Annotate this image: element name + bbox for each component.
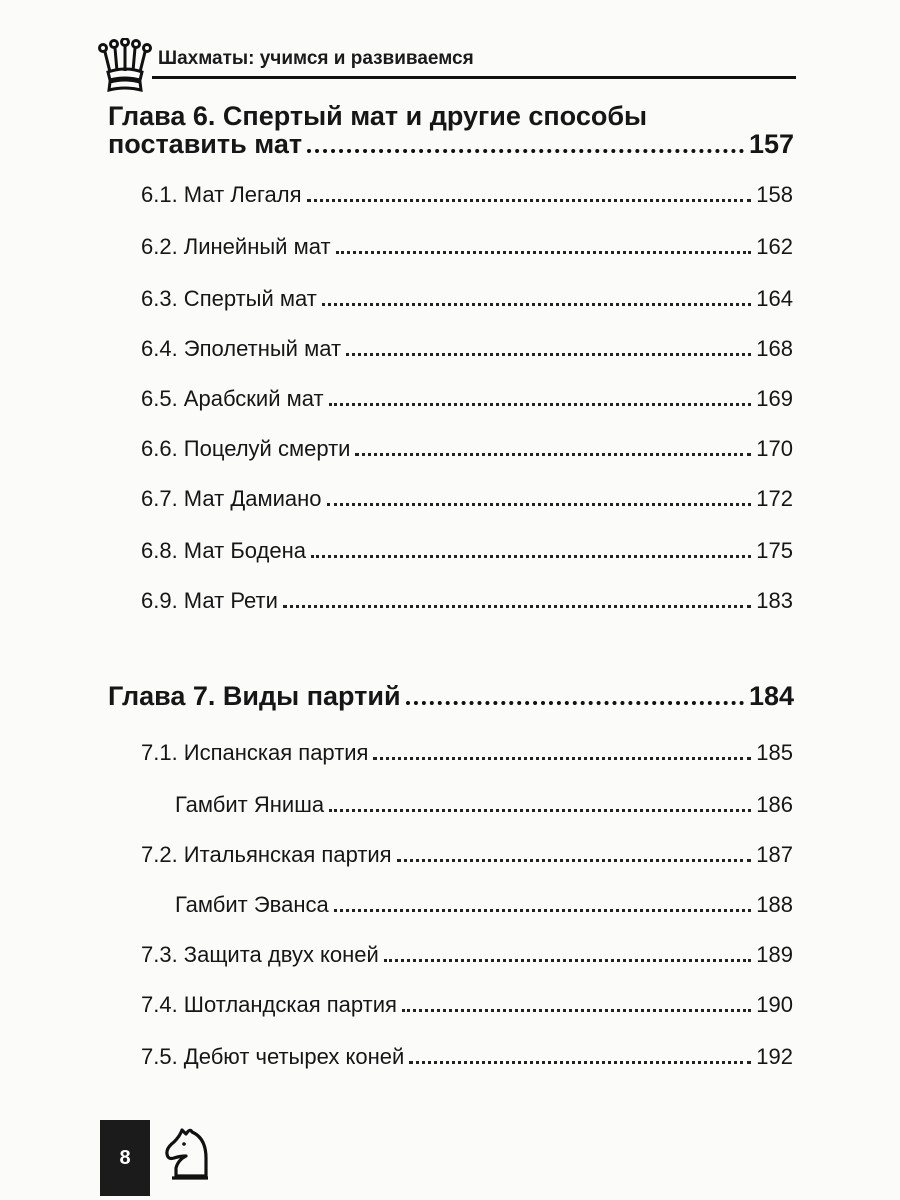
- toc-entry-title: 6.6. Поцелуй смерти: [141, 436, 351, 461]
- toc-subentry: [175, 786, 793, 818]
- toc-entry-title: 7.5. Дебют четырех коней: [141, 1044, 405, 1069]
- toc-entry-title: 6.5. Арабский мат: [141, 386, 324, 411]
- chapter-7-page: 184: [748, 681, 794, 711]
- toc-entry-page: 158: [756, 182, 793, 207]
- chapter-6-title-line2: поставить мат: [108, 129, 303, 159]
- toc-entry-page: 189: [756, 942, 793, 967]
- toc-entry: [141, 430, 793, 462]
- toc-entry: [141, 582, 793, 614]
- dot-leader: [397, 859, 752, 862]
- toc-entry-title: 6.9. Мат Рети: [141, 588, 278, 613]
- toc-entry-title: Гамбит Эванса: [175, 892, 329, 917]
- toc-entry: [141, 330, 793, 362]
- toc-entry: [141, 480, 793, 512]
- toc-entry-title: 6.8. Мат Бодена: [141, 538, 306, 563]
- toc-entry-title: 7.1. Испанская партия: [141, 740, 369, 765]
- toc-entry-title: 6.4. Эполетный мат: [141, 336, 342, 361]
- dot-leader: [329, 403, 752, 406]
- toc-subentry: [175, 886, 793, 918]
- chapter-7-title: Глава 7. Виды партий: [108, 681, 401, 711]
- page-number: 8: [119, 1146, 131, 1169]
- page-number-badge: [100, 1120, 150, 1196]
- toc-entry-page: 175: [756, 538, 793, 563]
- knight-icon: [162, 1124, 212, 1182]
- toc-entry: [141, 228, 793, 260]
- toc-entry-page: 164: [756, 286, 793, 311]
- toc-entry: [141, 280, 793, 312]
- toc-entry-page: 183: [756, 588, 793, 613]
- toc-entry-page: 185: [756, 740, 793, 765]
- chapter-7-row: [108, 680, 794, 712]
- dot-leader: [402, 1009, 751, 1012]
- toc-entry: [141, 380, 793, 412]
- dot-leader: [307, 199, 752, 202]
- dot-leader: [334, 909, 752, 912]
- toc-entry-title: Гамбит Яниша: [175, 792, 325, 817]
- dot-leader: [327, 503, 752, 506]
- toc-entry-title: 7.4. Шотландская партия: [141, 992, 397, 1017]
- book-title: Шахматы: учимся и развиваемся: [158, 48, 474, 69]
- dot-leader: [283, 605, 751, 608]
- toc-entry-title: 6.2. Линейный мат: [141, 234, 331, 259]
- dot-leader: [355, 453, 751, 456]
- chapter-6-title-line1: Глава 6. Спертый мат и другие способы: [108, 101, 648, 131]
- toc-entry-page: 168: [756, 336, 793, 361]
- dot-leader: [322, 303, 751, 306]
- toc-entry-page: 187: [756, 842, 793, 867]
- dot-leader: [346, 353, 751, 356]
- crown-icon: [96, 38, 154, 96]
- toc-entry-title: 6.3. Спертый мат: [141, 286, 317, 311]
- toc-entry: [141, 836, 793, 868]
- dot-leader: [336, 251, 752, 254]
- toc-entry: [141, 1038, 793, 1070]
- toc-entry-page: 169: [756, 386, 793, 411]
- dot-leader: [406, 701, 744, 705]
- chapter-6-row: [108, 128, 794, 160]
- toc-entry: [141, 734, 793, 766]
- toc-entry: [141, 532, 793, 564]
- dot-leader: [311, 555, 751, 558]
- toc-entry-page: 162: [756, 234, 793, 259]
- dot-leader: [329, 809, 751, 812]
- toc-entry-page: 188: [756, 892, 793, 917]
- dot-leader: [384, 959, 751, 962]
- toc-entry-title: 6.7. Мат Дамиано: [141, 486, 322, 511]
- dot-leader: [409, 1061, 751, 1064]
- toc-entry: [141, 986, 793, 1018]
- dot-leader: [373, 757, 751, 760]
- toc-entry-title: 7.2. Итальянская партия: [141, 842, 392, 867]
- toc-entry-page: 186: [756, 792, 793, 817]
- toc-entry-page: 190: [756, 992, 793, 1017]
- header-rule: [152, 76, 796, 79]
- toc-entry-page: 170: [756, 436, 793, 461]
- toc-entry-page: 192: [756, 1044, 793, 1069]
- toc-entry: [141, 176, 793, 208]
- running-header: [96, 38, 796, 98]
- toc-entry-page: 172: [756, 486, 793, 511]
- chapter-6-page: 157: [748, 129, 794, 159]
- toc-entry: [141, 936, 793, 968]
- dot-leader: [307, 149, 744, 153]
- toc-entry-title: 6.1. Мат Легаля: [141, 182, 302, 207]
- toc-entry-title: 7.3. Защита двух коней: [141, 942, 379, 967]
